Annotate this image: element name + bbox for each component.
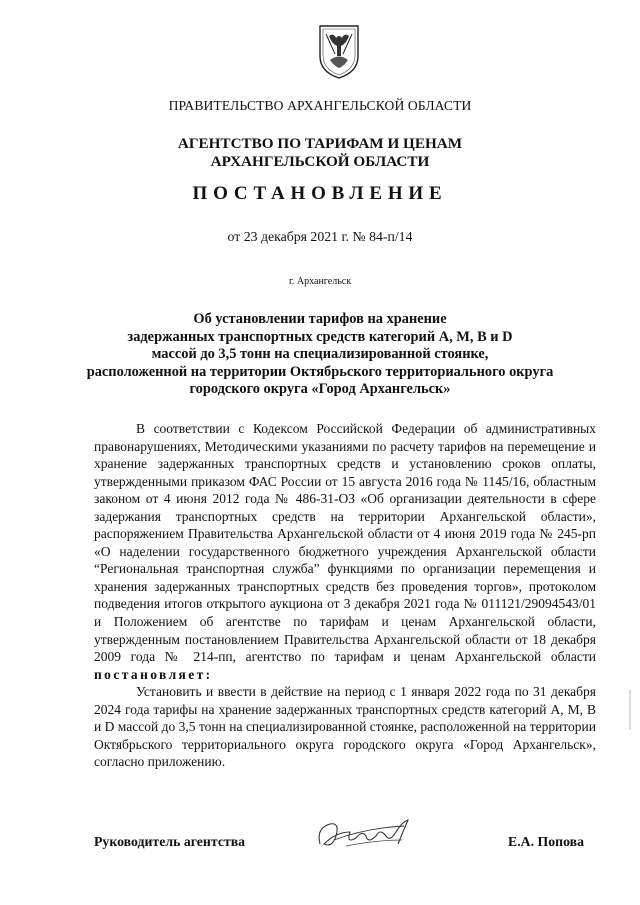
- document-city: г. Архангельск: [288, 276, 352, 287]
- title-line: расположенной на территории Октябрьского территориального округа: [86, 363, 554, 380]
- handwritten-signature: [306, 810, 426, 858]
- decree-word: постановляет:: [94, 666, 213, 682]
- agency-name-line1: АГЕНТСТВО ПО ТАРИФАМ И ЦЕНАМ: [177, 135, 463, 152]
- agency-name: [0, 135, 640, 171]
- document-body: [94, 420, 596, 771]
- title-line: городского округа «Город Архангельск»: [189, 381, 451, 398]
- government-name: ПРАВИТЕЛЬСТВО АРХАНГЕЛЬСКОЙ ОБЛАСТИ: [168, 98, 472, 113]
- preamble-text: В соответствии с Кодексом Российской Федерации об административных правонарушениях, Методическими указаниями по расчету тарифов на перемещение и хранение задержанных транспортных средств и установлению сроков оплаты, утвержденными приказом ФАС России от 15 августа 2016 года № 1145/16, областным законом от 4 июня 2012 года № 486-31-ОЗ «Об организации деятельности в сфере задержания транспортных средств на территории Архангельской области», распоряжением Правительства Архангельской области от 4 июня 2019 года № 245-рп «О наделении государственного бюджетного учреждения Архангельской области “Региональная транспортная служба” функциями по организации перемещения и хранения задержанных транспортных средств без проведения торгов», протоколом подведения итогов открытого аукциона от 3 декабря 2021 года № 011121/29094543/01 и Положением об агентстве по тарифам и ценам Архангельской области, утвержденным постановлением Правительства Архангельской области от 18 декабря 2009 года № 214-пп, агентство по тарифам и ценам Архангельской области: [94, 421, 596, 665]
- operative-paragraph: Установить и ввести в действие на период с 1 января 2022 года по 31 декабря 2024 года тарифы на хранение задержанных транспортных средств категорий А, М, В и D массой до 3,5 тонн на специализированной стоянке, расположенной на территории Октябрьского территориального округа городского округа «Город Архангельск», согласно приложению.: [94, 684, 596, 770]
- document-type: ПОСТАНОВЛЕНИЕ: [192, 183, 448, 204]
- agency-name-line2: АРХАНГЕЛЬСКОЙ ОБЛАСТИ: [210, 153, 430, 170]
- document-title: [0, 311, 640, 399]
- title-line: Об установлении тарифов на хранение: [193, 311, 447, 327]
- title-line: задержанных транспортных средств категорий А, М, В и D: [127, 328, 513, 345]
- scan-edge-mark: [628, 690, 632, 730]
- signatory-role: Руководитель агентства: [94, 834, 246, 849]
- coat-of-arms-emblem: [316, 22, 362, 80]
- title-line: массой до 3,5 тонн на специализированной стоянке,: [151, 346, 489, 363]
- document-date-number: от 23 декабря 2021 г. № 84-п/14: [227, 229, 413, 244]
- signatory-name: Е.А. Попова: [508, 834, 584, 849]
- preamble-paragraph: [94, 420, 596, 683]
